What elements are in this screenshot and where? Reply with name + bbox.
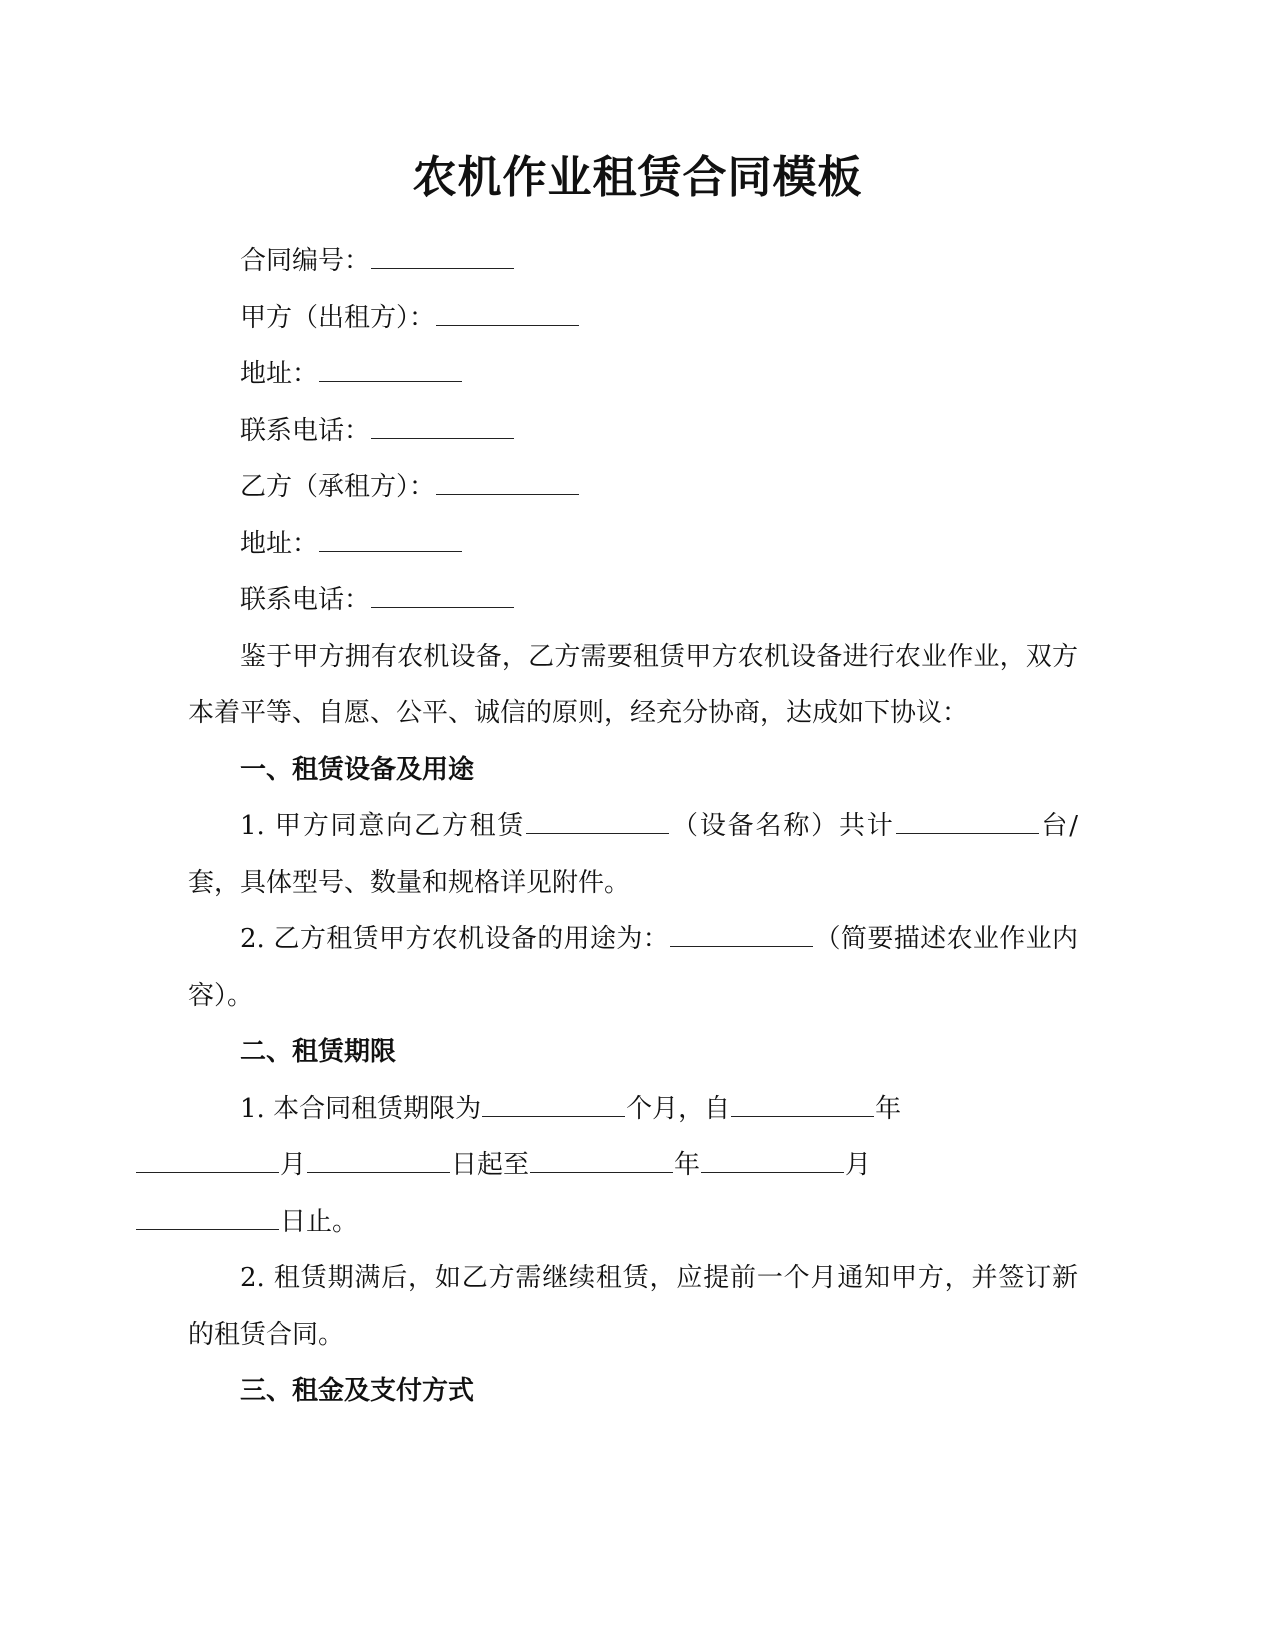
term-months-blank [482, 1115, 625, 1117]
section-1-item-2 [188, 911, 1078, 1024]
start-year-blank [731, 1115, 874, 1117]
end-day-blank [136, 1228, 279, 1230]
document-body [188, 233, 1078, 1420]
party-a-address-label: 地址： [240, 359, 319, 389]
start-day-blank [307, 1171, 450, 1173]
equipment-count-blank [896, 832, 1039, 834]
equipment-name-blank [526, 832, 669, 834]
contract-number-blank [371, 267, 514, 269]
s1-item2-text-a: 2. 乙方租赁甲方农机设备的用途为： [240, 924, 670, 954]
contract-number-line [188, 233, 1078, 290]
contract-number-label: 合同编号： [240, 246, 371, 276]
s1-item1-text-c: 台/套，具体型号、数量和规格详见附件。 [188, 811, 1078, 898]
start-month-blank [136, 1171, 279, 1173]
party-b-line [188, 459, 1078, 516]
s2-item1-text-h: 日止。 [280, 1206, 359, 1237]
document-title: 农机作业租赁合同模板 [412, 152, 863, 203]
section-2-item-1 [188, 1081, 1078, 1251]
s1-item1-text-a: 1. 甲方同意向乙方租赁 [240, 811, 526, 841]
party-a-address-line [188, 346, 1078, 403]
s1-item2-text-b: （简要描述农业作业内容）。 [188, 924, 1078, 1011]
section-1-heading: 一、租赁设备及用途 [240, 754, 475, 785]
s2-item1-text-c: 年 [875, 1093, 902, 1124]
party-b-address-blank [319, 550, 462, 552]
s2-item1-text-d: 月 [280, 1150, 307, 1180]
party-b-phone-label: 联系电话： [240, 585, 371, 615]
end-month-blank [701, 1171, 844, 1173]
party-a-phone-line [188, 403, 1078, 460]
section-2-heading: 二、租赁期限 [240, 1037, 397, 1067]
end-year-blank [530, 1171, 673, 1173]
usage-blank [670, 945, 813, 947]
s1-item1-text-b: （设备名称）共计 [670, 811, 895, 841]
s2-item1-text-f: 年 [674, 1150, 701, 1180]
party-a-phone-label: 联系电话： [240, 415, 371, 446]
party-b-address-label: 地址： [240, 528, 319, 559]
s2-item1-text-b: 个月，自 [626, 1093, 731, 1124]
party-a-label: 甲方（出租方）： [240, 302, 436, 333]
party-b-address-line [188, 516, 1078, 573]
party-b-phone-line [188, 572, 1078, 629]
section-2-item-2: 2. 租赁期满后，如乙方需继续租赁，应提前一个月通知甲方，并签订新的租赁合同。 [188, 1263, 1078, 1350]
party-a-address-blank [319, 380, 462, 382]
party-b-phone-blank [371, 606, 514, 608]
party-a-blank [436, 324, 579, 326]
party-a-phone-blank [371, 437, 514, 439]
s2-item1-text-e: 日起至 [451, 1150, 530, 1180]
section-1-item-1 [188, 798, 1078, 911]
party-a-line [188, 290, 1078, 347]
section-3-heading: 三、租金及支付方式 [240, 1376, 475, 1406]
party-b-blank [436, 493, 579, 495]
party-b-label: 乙方（承租方）： [240, 472, 436, 502]
intro-paragraph: 鉴于甲方拥有农机设备，乙方需要租赁甲方农机设备进行农业作业，双方本着平等、自愿、公平、诚信的原则，经充分协商，达成如下协议： [188, 641, 1078, 728]
s2-item1-text-g: 月 [845, 1150, 872, 1180]
s2-item1-text-a: 1. 本合同租赁期限为 [240, 1093, 482, 1124]
